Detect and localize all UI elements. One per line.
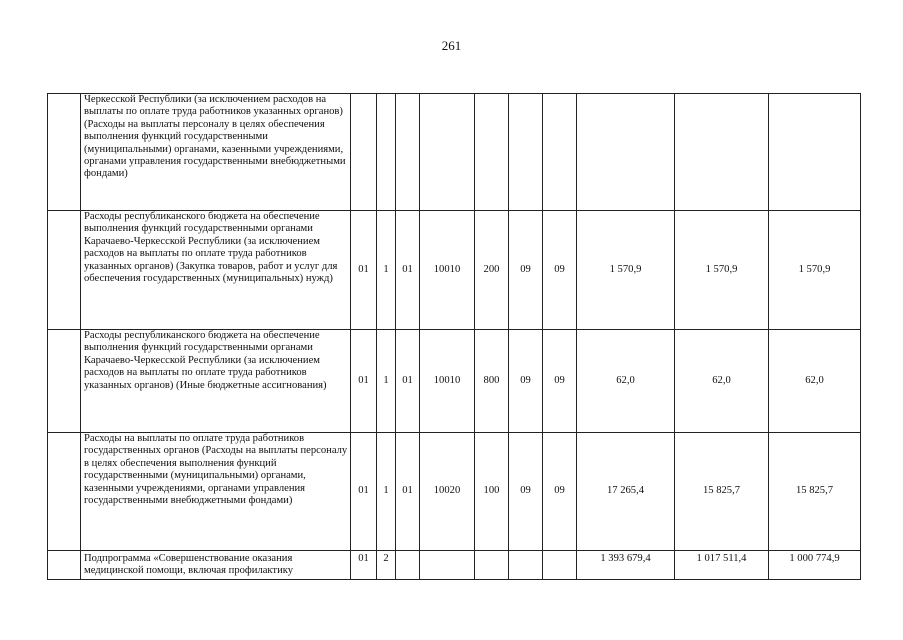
amount-cell: 1 393 679,4 xyxy=(577,551,675,580)
code-cell xyxy=(377,94,396,211)
amount-cell: 62,0 xyxy=(769,330,861,433)
table-row xyxy=(48,94,861,211)
code-cell: 10020 xyxy=(420,433,475,551)
amount-cell: 15 825,7 xyxy=(675,433,769,551)
code-cell xyxy=(420,551,475,580)
code-cell: 2 xyxy=(377,551,396,580)
code-cell: 01 xyxy=(396,211,420,330)
code-cell: 09 xyxy=(509,211,543,330)
code-cell: 200 xyxy=(475,211,509,330)
code-cell: 100 xyxy=(475,433,509,551)
code-cell xyxy=(396,94,420,211)
row-number-cell xyxy=(48,94,81,211)
page-number: 261 xyxy=(441,38,462,53)
code-cell: 1 xyxy=(377,211,396,330)
row-number-cell xyxy=(48,211,81,330)
code-cell: 01 xyxy=(396,330,420,433)
code-cell: 09 xyxy=(543,211,577,330)
description-cell: Расходы на выплаты по оплате труда работников государственных органов (Расходы на выплаты персоналу в целях обеспечения выполнения функций государственными (муниципальными) органами, казенными учреждениями, органами управления государственными внебюджетными фондами) xyxy=(81,433,351,551)
description-cell: Черкесской Республики (за исключением расходов на выплаты по оплате труда работников указанных органов) (Расходы на выплаты персоналу в целях обеспечения выполнения функций государственными (муниципальными) органами, казенными учреждениями, органами управления государственными внебюджетными фондами) xyxy=(81,94,351,211)
table-row xyxy=(48,551,861,580)
amount-cell: 1 017 511,4 xyxy=(675,551,769,580)
code-cell: 09 xyxy=(543,330,577,433)
code-cell xyxy=(509,551,543,580)
code-cell xyxy=(509,94,543,211)
code-cell: 01 xyxy=(396,433,420,551)
amount-cell: 1 570,9 xyxy=(769,211,861,330)
amount-cell xyxy=(675,94,769,211)
code-cell: 01 xyxy=(351,551,377,580)
code-cell: 09 xyxy=(543,433,577,551)
table-row xyxy=(48,433,861,551)
description-cell: Расходы республиканского бюджета на обеспечение выполнения функций государственными органами Карачаево-Черкесской Республики (за исключением расходов на выплаты по оплате труда работников указанных органов) (Закупка товаров, работ и услуг для обеспечения государственных (муниципальных) нужд) xyxy=(81,211,351,330)
code-cell: 01 xyxy=(351,433,377,551)
amount-cell: 15 825,7 xyxy=(769,433,861,551)
amount-cell xyxy=(577,94,675,211)
code-cell: 09 xyxy=(509,330,543,433)
row-number-cell xyxy=(48,433,81,551)
table-row xyxy=(48,330,861,433)
amount-cell: 1 000 774,9 xyxy=(769,551,861,580)
code-cell: 10010 xyxy=(420,211,475,330)
description-cell: Подпрограмма «Совершенствование оказания медицинской помощи, включая профилактику xyxy=(81,551,351,580)
code-cell xyxy=(420,94,475,211)
code-cell: 10010 xyxy=(420,330,475,433)
code-cell xyxy=(351,94,377,211)
amount-cell: 1 570,9 xyxy=(577,211,675,330)
amount-cell xyxy=(769,94,861,211)
code-cell: 09 xyxy=(509,433,543,551)
description-cell: Расходы республиканского бюджета на обеспечение выполнения функций государственными органами Карачаево-Черкесской Республики (за исключением расходов на выплаты по оплате труда работников указанных органов) (Иные бюджетные ассигнования) xyxy=(81,330,351,433)
code-cell: 01 xyxy=(351,330,377,433)
amount-cell: 1 570,9 xyxy=(675,211,769,330)
code-cell: 1 xyxy=(377,433,396,551)
amount-cell: 17 265,4 xyxy=(577,433,675,551)
code-cell xyxy=(396,551,420,580)
code-cell: 01 xyxy=(351,211,377,330)
row-number-cell xyxy=(48,330,81,433)
code-cell xyxy=(543,551,577,580)
table-row xyxy=(48,211,861,330)
row-number-cell xyxy=(48,551,81,580)
budget-table xyxy=(47,93,861,580)
code-cell xyxy=(475,94,509,211)
code-cell xyxy=(475,551,509,580)
code-cell: 800 xyxy=(475,330,509,433)
code-cell: 1 xyxy=(377,330,396,433)
amount-cell: 62,0 xyxy=(675,330,769,433)
amount-cell: 62,0 xyxy=(577,330,675,433)
code-cell xyxy=(543,94,577,211)
